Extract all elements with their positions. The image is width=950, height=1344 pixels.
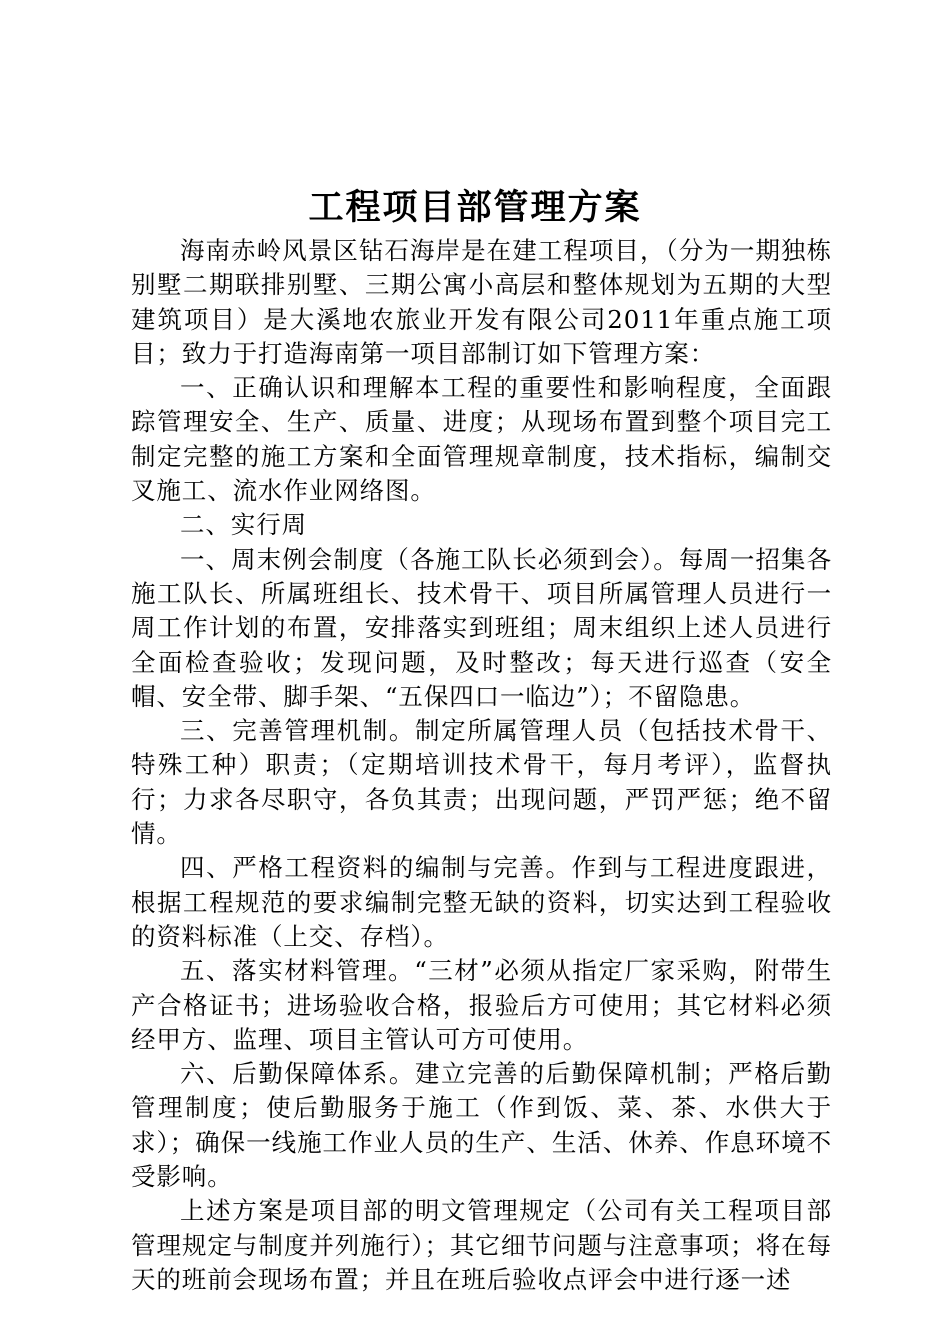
paragraph-item-4: 四、严格工程资料的编制与完善。作到与工程进度跟进，根据工程规范的要求编制完整无缺的资料，切实达到工程验收的资料标准（上交、存档）。 xyxy=(131,853,832,951)
paragraph-item-1: 一、正确认识和理解本工程的重要性和影响程度，全面跟踪管理安全、生产、质量、进度；从现场布置到整个项目完工制定完整的施工方案和全面管理规章制度，技术指标，编制交叉施工、流水作业网络图。 xyxy=(131,373,832,506)
paragraph-item-2: 二、实行周 xyxy=(180,510,307,540)
paragraph-weekly-meeting: 一、周末例会制度（各施工队长必须到会）。每周一招集各施工队长、所属班组长、技术骨干、项目所属管理人员进行一周工作计划的布置，安排落实到班组；周末组织上述人员进行全面检查验收；发现问题，及时整改；每天进行巡查（安全帽、安全带、脚手架、“五保四口一临边”）；不留隐患。 xyxy=(131,544,832,711)
paragraph-item-6: 六、后勤保障体系。建立完善的后勤保障机制；严格后勤管理制度；使后勤服务于施工（作到饭、菜、茶、水供大于求）；确保一线施工作业人员的生产、生活、休养、作息环境不受影响。 xyxy=(131,1059,832,1192)
document-title: 工程项目部管理方案 xyxy=(308,188,642,228)
paragraph-item-3: 三、完善管理机制。制定所属管理人员（包括技术骨干、特殊工种）职责；（定期培训技术骨干，每月考评），监督执行；力求各尽职守，各负其责；出现问题，严罚严惩；绝不留情。 xyxy=(131,716,832,849)
paragraph-closing: 上述方案是项目部的明文管理规定（公司有关工程项目部管理规定与制度并列施行）；其它细节问题与注意事项；将在每天的班前会现场布置；并且在班后验收点评会中进行逐一述 xyxy=(131,1196,832,1294)
document-body xyxy=(131,234,832,1297)
paragraph-item-5: 五、落实材料管理。“三材”必须从指定厂家采购，附带生产合格证书；进场验收合格，报验后方可使用；其它材料必须经甲方、监理、项目主管认可方可使用。 xyxy=(131,956,832,1054)
paragraph-intro: 海南赤岭风景区钻石海岸是在建工程项目，（分为一期独栋别墅二期联排别墅、三期公寓小高层和整体规划为五期的大型建筑项目）是大溪地农旅业开发有限公司2011年重点施工项目；致力于打造海南第一项目部制订如下管理方案： xyxy=(131,236,832,368)
